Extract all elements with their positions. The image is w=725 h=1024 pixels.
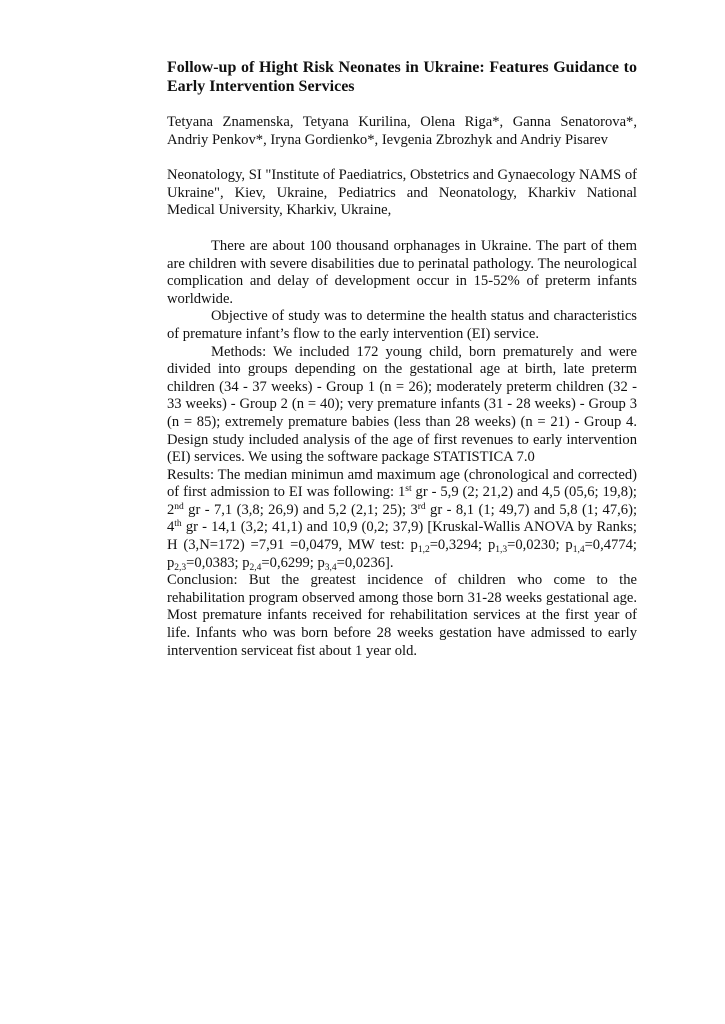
results-text: gr - 8,1 (1; 49,7) and 5,8 (1; 47,6); 4 xyxy=(167,501,637,536)
ordinal-suffix: th xyxy=(174,519,182,530)
results-text: =0,6299; p xyxy=(261,554,325,571)
results-text: gr - 7,1 (3,8; 26,9) and 5,2 (2,1; 25); 3 xyxy=(183,501,418,518)
affiliation: Neonatology, SI "Institute of Paediatrics, Obstetrics and Gynaecology NAMS of Ukraine", Kiev, Ukraine, Pediatrics and Neonatology, Kharkiv National Medical University, Kharkiv, Ukraine, xyxy=(167,167,637,219)
intro-paragraph: There are about 100 thousand orphanages in Ukraine. The part of them are children with severe disabilities due to perinatal pathology. The neurological complication and delay of development occur in 15-52% of preterm infants worldwide. xyxy=(167,237,637,307)
conclusion-paragraph: Conclusion: But the greatest incidence of children who come to the rehabilitation program observed among those born 31-28 weeks gestational age. Most premature infants received for rehabilitation services at the first year of life. Infants who was born before 28 weeks gestation have admissed to early intervention serviceat fist about 1 year old. xyxy=(167,572,637,659)
results-text: =0,3294; p xyxy=(429,537,496,554)
results-text: =0,0383; p xyxy=(186,554,250,571)
ordinal-suffix: nd xyxy=(174,501,184,512)
p-value-subscript: 1,3 xyxy=(495,545,508,556)
results-text: =0,0230; p xyxy=(507,537,573,554)
p-value-subscript: 2,4 xyxy=(249,562,262,573)
results-text: gr - 14,1 (3,2; 41,1) and 10,9 (0,2; 37,9) [Kruskal-Wallis ANOVA by Ranks; H (3,N=172) =7,91 =0,0479, MW test: p xyxy=(167,519,637,554)
results-paragraph xyxy=(167,467,637,573)
abstract-page xyxy=(167,58,637,660)
p-value-subscript: 2,3 xyxy=(174,562,187,573)
results-text: gr - 5,9 (2; 21,2) and 4,5 (05,6; 19,8); 2 xyxy=(167,484,637,518)
author-list: Tetyana Znamenska, Tetyana Kurilina, Olena Riga*, Ganna Senatorova*, Andriy Penkov*, Iryna Gordienko*, Ievgenia Zbrozhyk and Andriy Pisarev xyxy=(167,114,637,148)
methods-paragraph: Methods: We included 172 young child, born prematurely and were divided into groups depending on the gestational age at birth, late preterm children (34 - 37 weeks) - Group 1 (n = 26); moderately preterm children (32 - 33 weeks) - Group 2 (n = 40); very premature infants (31 - 28 weeks) - Group 3 (n = 85); extremely premature babies (less than 28 weeks) (n = 21) - Group 4. Design study included analysis of the age of first revenues to early intervention (EI) services. We using the software package STATISTICA 7.0 xyxy=(167,343,637,466)
objective-paragraph: Objective of study was to determine the health status and characteristics of premature infant’s flow to the early intervention (EI) service. xyxy=(167,308,637,342)
results-text: Results: The median minimun amd maximum age (chronological and corrected) of first admission to EI was following: 1 xyxy=(167,466,637,501)
p-value-subscript: 1,4 xyxy=(572,545,585,556)
ordinal-suffix: rd xyxy=(417,501,426,512)
results-text: =0,4774; p xyxy=(167,537,637,571)
paper-title: Follow-up of Hight Risk Neonates in Ukraine: Features Guidance to Early Intervention Services xyxy=(167,59,637,95)
p-value-subscript: 1,2 xyxy=(417,545,430,556)
results-text: =0,0236]. xyxy=(336,554,394,571)
ordinal-suffix: st xyxy=(405,484,412,495)
p-value-subscript: 3,4 xyxy=(324,562,337,573)
